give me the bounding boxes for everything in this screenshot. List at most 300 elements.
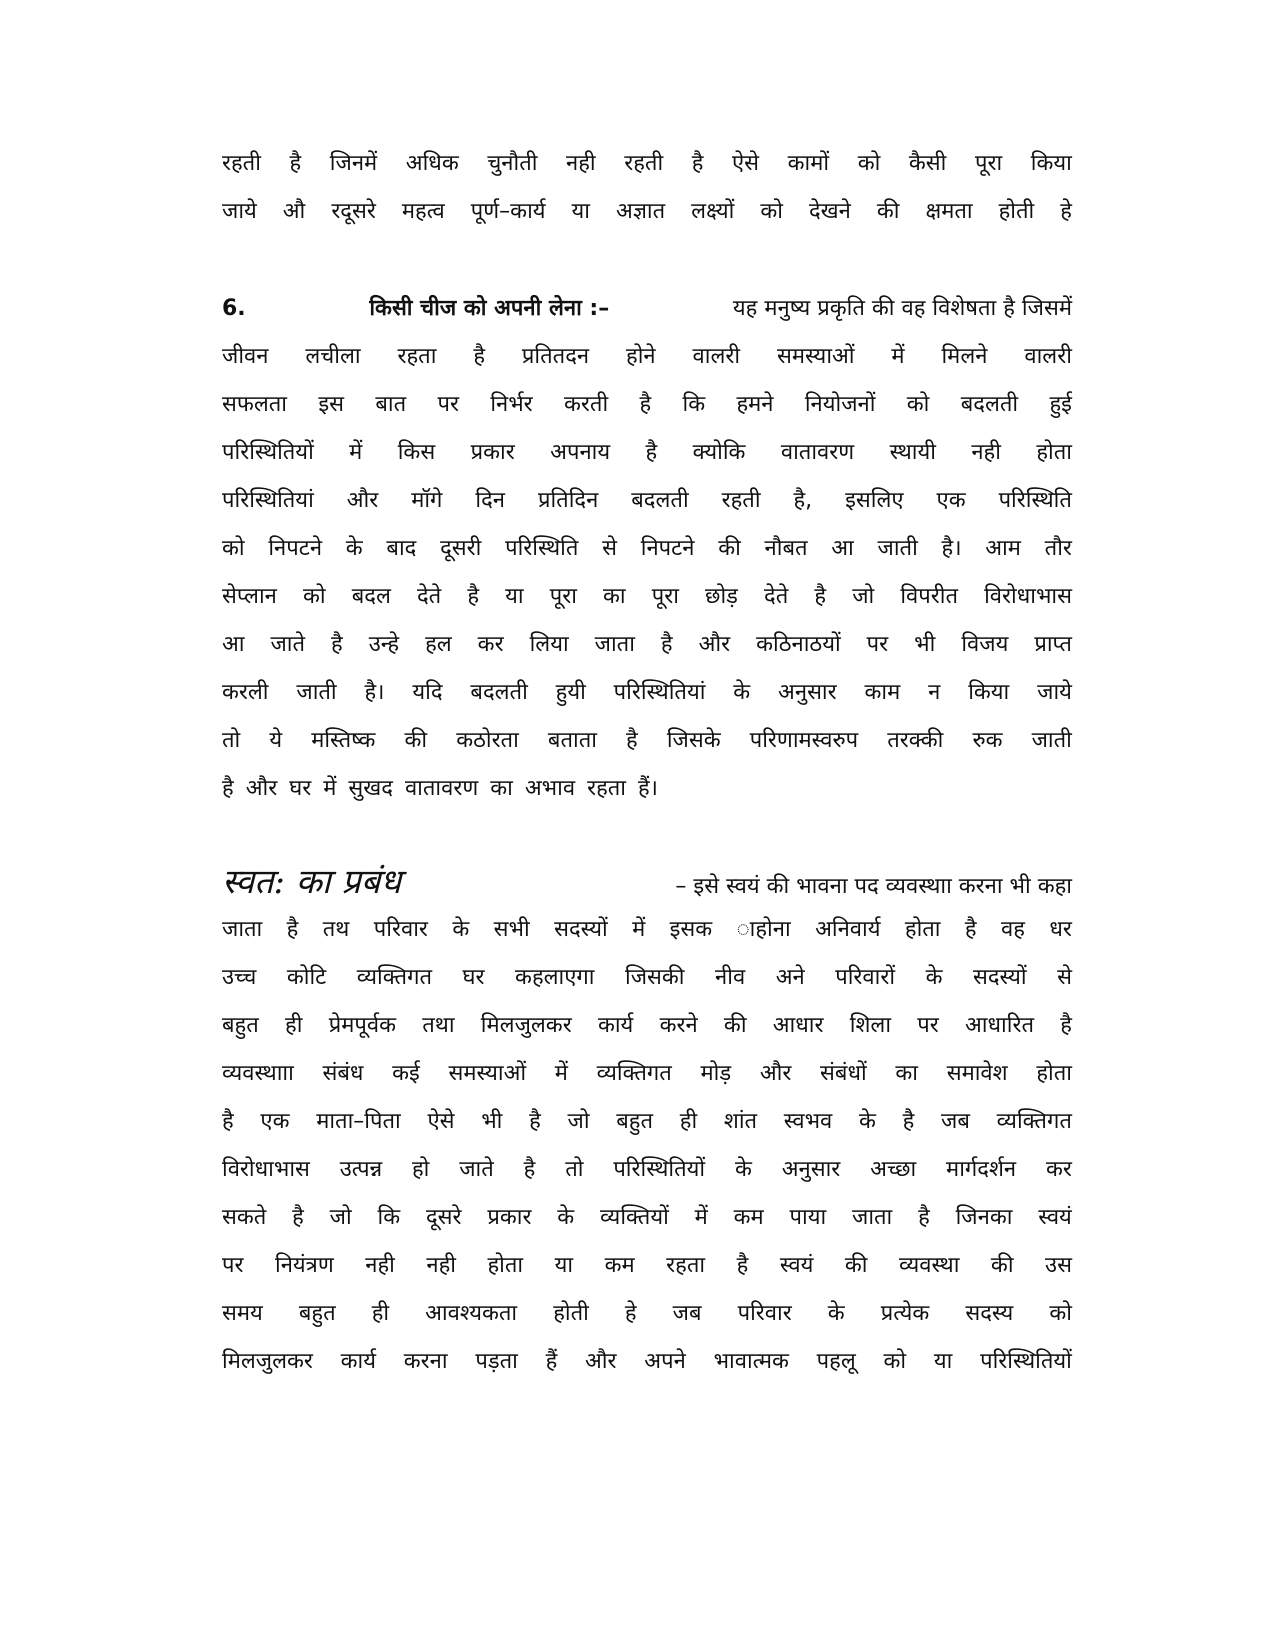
word: ऐसे [732,151,760,176]
text-line [222,1002,1072,1050]
text-line [222,381,1072,429]
word: नही [566,151,596,176]
section-heading-line [222,858,1072,906]
word: समस्याओं [776,344,855,369]
word: देते [764,584,789,609]
section-title: किसी चीज को अपनी लेना :– [369,296,610,321]
word: अज्ञात [616,199,666,224]
word: बहुत [616,1109,654,1134]
word: स्वभव [783,1109,833,1134]
text-line [222,333,1072,381]
word: हल [425,632,452,657]
word: है [639,392,652,417]
word: मॉगे [411,488,443,513]
word: आधारित [965,1013,1034,1038]
word: से [1057,965,1072,990]
word: जब [672,1301,702,1326]
word: होती [998,199,1035,224]
word: रहता [587,776,626,801]
word: आधार [772,1013,824,1038]
word: को [857,151,881,176]
word: जाते [270,632,306,657]
word: को [302,584,326,609]
word: होने [626,344,656,369]
word: समावेश [946,1061,1008,1086]
word: पूरा [974,151,1003,176]
word: है [691,151,704,176]
word: है [292,1205,304,1230]
word: देते [416,584,442,609]
text-line [222,429,1072,477]
word: अपनाय [550,440,611,465]
word: औ [282,199,306,224]
word: हो [411,1157,430,1182]
word: पर [866,632,889,657]
word: बाद [386,536,417,561]
word: प्रकार [470,440,515,465]
word: काम [864,680,901,705]
word: का [603,584,626,609]
section-heading-line [222,285,1072,333]
word: ाहोना [736,917,791,942]
word: विरोधाभास [984,584,1072,609]
word: करना [403,1349,448,1374]
word: कार्य [597,1013,634,1038]
word: प्रतितदन [521,344,590,369]
word: परिस्थितियों [980,1349,1072,1374]
word: पाया [789,1205,827,1230]
word: में [349,440,363,465]
word: सकते [222,1205,267,1230]
word: परिवार [737,1301,792,1326]
word: मिलने [941,344,988,369]
word: या [933,1349,953,1374]
word: है। [941,536,962,561]
word: व्यवस्था [899,1253,960,1278]
word: हैं [545,1349,558,1374]
word: व्यक्तिगत [356,965,432,990]
word: लक्ष्यों [691,199,735,224]
text-line [222,1242,1072,1290]
word: ही [285,1013,303,1038]
word: स्थायी [889,440,936,465]
word: घर [289,776,312,801]
word: क्षमता [925,199,973,224]
word: प्रेमपूर्वक [328,1013,396,1038]
word: कर [1046,1157,1072,1182]
text-line [222,188,1072,236]
section-title: स्वत: का प्रबंध [222,862,402,902]
word: करली [222,680,269,705]
word: इसलिए [845,488,904,513]
text-line [222,621,1072,669]
word: परिस्थितियों [222,440,314,465]
word: की [844,1253,868,1278]
word: पहलू [816,1349,856,1374]
word: है [918,1205,930,1230]
paragraph-section-6 [222,285,1072,813]
word: कठोरता [456,728,519,753]
word: व्यवस्थााा [222,1061,294,1086]
word: बताता [547,728,597,753]
word: तो [222,728,241,753]
word: पर [917,1013,939,1038]
word: कि [682,392,706,417]
word: में [694,1205,708,1230]
word: का [490,776,513,801]
word: जाता [594,632,635,657]
word: आम [985,536,1021,561]
word: जिसके [666,728,721,753]
word: उस [1045,1253,1072,1278]
word: मोड़ [700,1061,732,1086]
heading-line-text: – इसे स्वयं की भावना पद व्यवस्थाा करना भी कहा [675,874,1072,899]
word: कम [733,1205,764,1230]
word: शांत [723,1109,758,1134]
word: कि [377,1205,401,1230]
heading-line-text: यह मनुष्य प्रकृति की वह विशेषता है जिसमें [732,296,1072,321]
word: परिस्थिति [998,488,1072,513]
word: है [523,1157,536,1182]
word: समस्याओं [448,1061,527,1086]
word: जिनका [955,1205,1013,1230]
text-line [222,669,1072,717]
word: अधिक [405,151,459,176]
text-line [222,140,1072,188]
word: एक [260,1109,290,1134]
word: और [245,776,278,801]
word: आ [831,536,854,561]
word: संबंध [322,1061,364,1086]
word: प्राप्त [1034,632,1072,657]
word: हुयी [555,680,586,705]
word: कामों [787,151,830,176]
word: जब [941,1109,970,1134]
word: विपरीत [900,584,958,609]
word: उन्हे [368,632,400,657]
word: उत्पन्न [339,1157,383,1182]
text-line [222,1290,1072,1338]
word: समय [222,1301,263,1326]
word: के [859,1109,876,1134]
text-line [222,1146,1072,1194]
text-line [222,1098,1072,1146]
word: है [289,151,302,176]
word: तरक्की [887,728,944,753]
word: उच्च [222,965,257,990]
word: मिलजुलकर [222,1349,313,1374]
word: कोटि [286,965,327,990]
word: कर [477,632,504,657]
word: की [876,199,900,224]
text-line [222,477,1072,525]
word: हमने [736,392,774,417]
word: बदलती [470,680,528,705]
word: सुखद [348,776,393,801]
word: रहती [222,151,261,176]
word: करने [659,1013,698,1038]
word: होता [1036,440,1072,465]
word: पर [437,392,459,417]
word: भी [481,1109,503,1134]
word: बदलती [631,488,689,513]
word: रहता [397,344,437,369]
word: वातावरण [404,776,479,801]
word: है [1060,1013,1072,1038]
word: विजय [961,632,1009,657]
word: और [346,488,379,513]
word: है, [793,488,813,513]
word: के [925,965,943,990]
word: कम [604,1253,635,1278]
word: दूसरे [425,1205,462,1230]
word: किस [397,440,436,465]
word: की [723,1013,747,1038]
word: में [323,776,337,801]
text-line [222,1194,1072,1242]
word: को [883,1349,907,1374]
word: बहुत [298,1301,336,1326]
word: मिलजुलकर [480,1013,572,1038]
word: है [286,917,299,942]
word: पूर्ण–कार्य [470,199,546,224]
word: होता [487,1253,524,1278]
word: अनुसार [781,1157,841,1182]
word: का [895,1061,919,1086]
word: सभी [493,917,530,942]
word: इसक [669,917,713,942]
word: नियंत्रण [275,1253,334,1278]
text-line [222,954,1072,1002]
word: के [557,1205,575,1230]
word: के [452,917,470,942]
word: निपटने [268,536,323,561]
word: रहती [721,488,761,513]
word: रुक [972,728,1003,753]
word: की [990,1253,1014,1278]
word: निर्भर [490,392,533,417]
word: जो [329,1205,352,1230]
text-line [222,573,1072,621]
word: जीवन [222,344,269,369]
word: को [1049,1301,1072,1326]
word: तो [565,1157,584,1182]
word: परिस्थितियां [613,680,706,705]
word: नही [426,1253,456,1278]
word: ऐसे [427,1109,455,1134]
word: है [331,632,343,657]
word: जाता [222,917,263,942]
word: है [902,1109,915,1134]
word: आवश्यकता [425,1301,518,1326]
word: और [585,1349,617,1374]
word: माता–पिता [316,1109,401,1134]
word: के [734,1157,752,1182]
word: यदि [412,680,443,705]
word: है। [364,680,385,705]
word: हुई [1049,392,1072,417]
word: हे [624,1301,637,1326]
word: रदूसरे [331,199,376,224]
word: स्वयं [779,1253,814,1278]
word: सदस्यों [973,965,1027,990]
word: परिस्थितियां [222,488,314,513]
word: विरोधाभास [222,1157,310,1182]
word: नही [365,1253,395,1278]
word: जाता [852,1205,893,1230]
word: मस्तिष्क [311,728,376,753]
word: या [571,199,591,224]
section-number: 6. [222,296,246,321]
word: परिवार [373,917,428,942]
word: बात [375,392,407,417]
word: दूसरी [440,536,482,561]
word: तौर [1044,536,1072,561]
word: जाती [877,536,918,561]
word: सफलता [222,392,287,417]
word: को [760,199,783,224]
word: हे [1060,199,1072,224]
word: के [733,680,751,705]
word: पर [222,1253,244,1278]
word: देखने [808,199,851,224]
word: है [645,440,658,465]
word: धर [1049,917,1072,942]
text-line [222,906,1072,954]
word: लिया [529,632,569,657]
word: किया [1030,151,1072,176]
word: बदल [351,584,391,609]
text-line [222,1338,1072,1386]
word: होती [553,1301,589,1326]
word: या [505,584,524,609]
word: जो [852,584,875,609]
word: ही [371,1301,390,1326]
word: भावात्मक [713,1349,789,1374]
word: मार्गदर्शन [946,1157,1017,1182]
word: हैं। [638,776,659,801]
word: अने [775,965,805,990]
word: व्यक्तियों [600,1205,669,1230]
word: अनिवार्य [815,917,881,942]
word: बदलती [960,392,1019,417]
word: जाये [222,199,257,224]
word: घर [462,965,485,990]
word: लचीला [305,344,361,369]
word: जाते [459,1157,494,1182]
word: के [345,536,363,561]
word: होता [1036,1061,1072,1086]
word: क्योकि [692,440,746,465]
paragraph-continuation [222,140,1072,236]
word: है [222,776,234,801]
word: स्वयं [1038,1205,1072,1230]
word: कहलाएगा [515,965,595,990]
word: की [404,728,428,753]
word: निपटने [640,536,695,561]
word: सेप्लान [222,584,277,609]
word: छोड़ [705,584,738,609]
word: वालरी [1024,344,1072,369]
word: अनुसार [778,680,837,705]
word: होता [904,917,941,942]
word: या [554,1253,574,1278]
word: अच्छा [870,1157,917,1182]
word: से [602,536,618,561]
word: व्यक्तिगत [996,1109,1072,1134]
word: है [660,632,673,657]
word: जाती [296,680,337,705]
text-line [222,525,1072,573]
word: है [473,344,485,369]
word: और [759,1061,792,1086]
word: कार्य [340,1349,377,1374]
word: है [814,584,827,609]
word: है [964,917,977,942]
word: इस [318,392,345,417]
text-line [222,717,1072,765]
word: कठिनाठयों [756,632,841,657]
word: वालरी [692,344,741,369]
word: पूरा [549,584,577,609]
word: कई [392,1061,420,1086]
word: ये [269,728,283,753]
word: जो [567,1109,590,1134]
word: वातावरण [780,440,855,465]
word: करती [564,392,609,417]
word: व्यक्तिगत [596,1061,672,1086]
word: अभाव [524,776,576,801]
word: बहुत [222,1013,259,1038]
text-line-last [222,765,1072,813]
word: और [698,632,731,657]
word: किया [968,680,1010,705]
word: है [626,728,638,753]
word: के [827,1301,845,1326]
word: पूरा [651,584,679,609]
word: ही [679,1109,698,1134]
word: पड़ता [475,1349,518,1374]
word: में [891,344,905,369]
word: नियोजनों [804,392,876,417]
word: है [529,1109,541,1134]
word: तथा [422,1013,455,1038]
word: नीव [715,965,746,990]
word: आ [222,632,245,657]
word: है [467,584,480,609]
word: न [928,680,941,705]
word: परिस्थिति [505,536,579,561]
word: है [222,1109,234,1134]
word: चुनौती [487,151,538,176]
word: परिवारों [835,965,896,990]
word: को [222,536,245,561]
word: कैसी [908,151,947,176]
word: जाये [1037,680,1072,705]
word: प्रत्येक [880,1301,930,1326]
word: शिला [849,1013,892,1038]
word: नही [971,440,1001,465]
word: परिस्थितियों [613,1157,706,1182]
word: महत्व [401,199,445,224]
word: संबंधों [820,1061,867,1086]
word: एक [936,488,966,513]
word: रहती [624,151,664,176]
word: सदस्यों [554,917,608,942]
word: प्रतिदिन [537,488,599,513]
word: है [736,1253,749,1278]
word: भी [914,632,936,657]
